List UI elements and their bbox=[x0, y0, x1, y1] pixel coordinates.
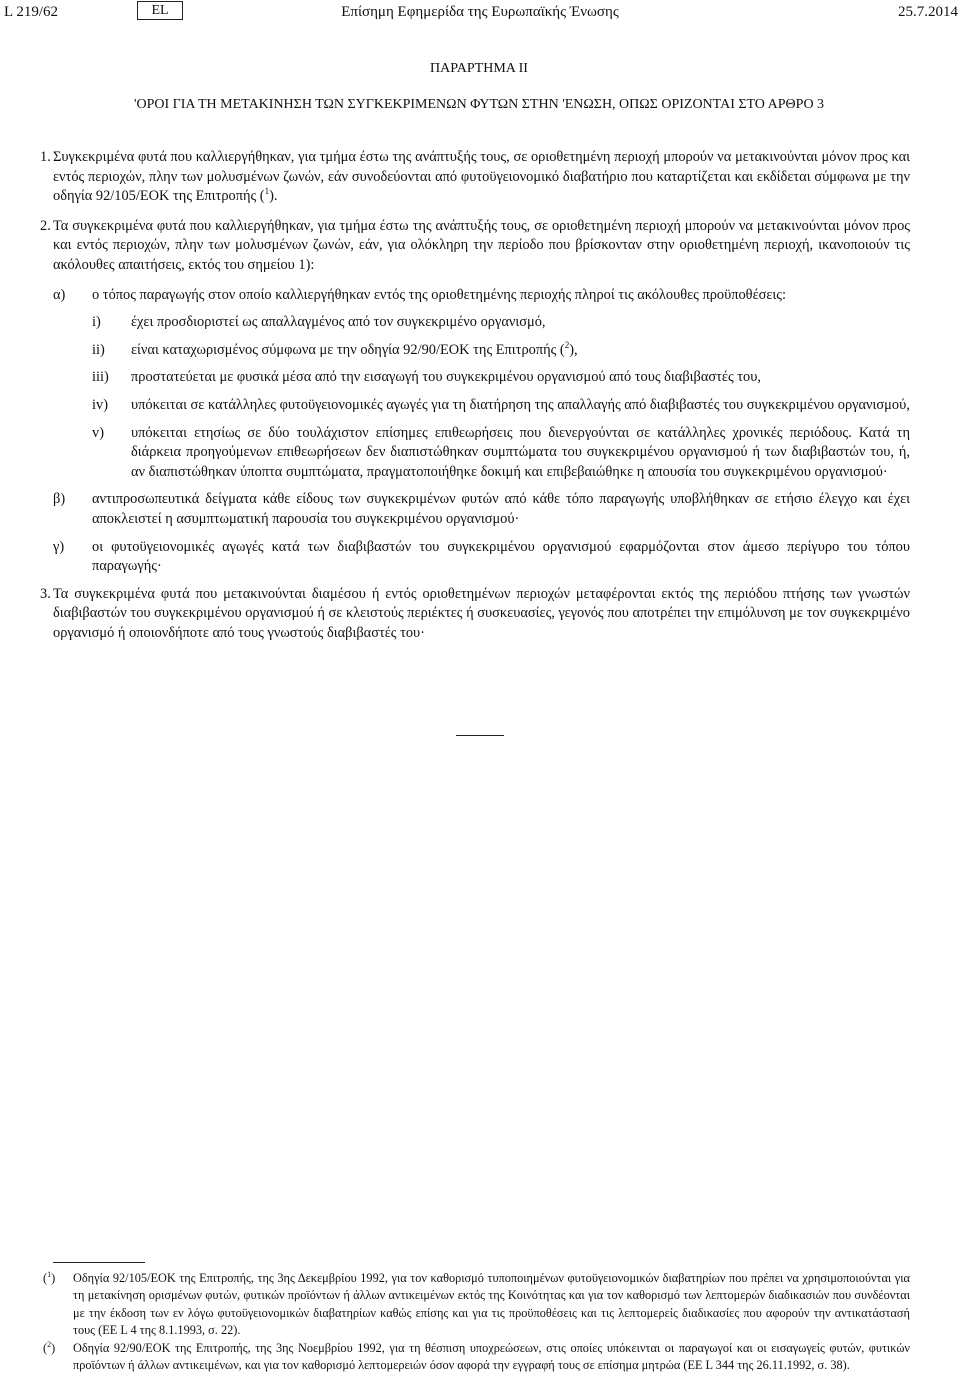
journal-title: Επίσημη Εφημερίδα της Ευρωπαϊκής Ένωσης bbox=[341, 4, 619, 20]
point-c bbox=[53, 538, 910, 577]
subpoint-iv bbox=[92, 396, 910, 416]
point-text: ο τόπος παραγωγής στον οποίο καλλιεργήθηκαν εντός της οριοθετημένης περιοχής πληροί τις ακόλουθες προϋποθέσεις: bbox=[92, 286, 786, 303]
footnote-text: Οδηγία 92/105/ΕΟΚ της Επιτροπής, της 3ης Δεκεμβρίου 1992, για τον καθορισμό τυποποιημένων φυτοϋγειονομικών διαβατηρίων που πρέπει να χρησιμοποιούνται για τη μετακίνηση ορισμένων φυτών, φυτικών προϊόντων ή άλλων αντικειμένων εκτός της Κοινότητας και για τον καθορισμό των λεπτομερών διαδικασιών που συνδέονται με την έκδοση των εν λόγω φυτοϋγειονομικών διαβατηρίων καθώς επίσης και για τις προϋποθέσεις και τις λεπτομερείς διαδικασίες που αφορούν την αντικατάστασή τους (ΕΕ L 4 της 8.1.1993, σ. 22). bbox=[73, 1271, 910, 1337]
paragraph-number: 2. bbox=[40, 217, 51, 234]
page-reference: L 219/62 bbox=[4, 4, 59, 20]
subpoint-text-end: ), bbox=[569, 341, 578, 358]
footnote-text: Οδηγία 92/90/ΕΟΚ της Επιτροπής, της 3ης Νοεμβρίου 1992, για τη θέσπιση υποχρεώσεων, στις οποίες υπόκεινται οι παραγωγοί και οι εισαγωγείς φυτών, φυτικών προϊόντων ή άλλων αντικειμένων, και για τον καθορισμό λεπτομερειών όσον αφορά την εγγραφή τους σε επίσημα μητρώα (ΕΕ L 344 της 26.11.1992, σ. 38). bbox=[73, 1341, 910, 1373]
point-label: β) bbox=[53, 491, 66, 508]
subpoint-text: προστατεύεται με φυσικά μέσα από την εισαγωγή του συγκεκριμένου οργανισμού από τους διαβιβαστές του, bbox=[131, 369, 761, 386]
point-b bbox=[53, 490, 910, 529]
subpoint-label: iv) bbox=[92, 396, 108, 413]
point-text: αντιπροσωπευτικά δείγματα κάθε είδους των συγκεκριμένων φυτών από κάθε τόπο παραγωγής υποβλήθηκαν σε ετήσιο έλεγχο και έχει αποκλειστεί η ασυμπτωματική παρουσία του συγκεκριμένου οργανισμού· bbox=[92, 491, 910, 527]
annex-title: ΠΑΡΑΡΤΗΜΑ II bbox=[430, 61, 528, 76]
subpoint-label: v) bbox=[92, 424, 104, 441]
subpoint-text: έχει προσδιοριστεί ως απαλλαγμένος από τον συγκεκριμένο οργανισμό, bbox=[131, 314, 546, 331]
subpoint-i bbox=[92, 313, 910, 333]
footnote-ref[interactable]: 2 bbox=[564, 339, 570, 350]
point-a bbox=[53, 286, 910, 306]
subpoint-label: i) bbox=[92, 314, 101, 331]
publication-date: 25.7.2014 bbox=[898, 4, 958, 20]
annex-body bbox=[40, 148, 910, 653]
paragraph-text: Τα συγκεκριμένα φυτά που καλλιεργήθηκαν, για τμήμα έστω της ανάπτυξής τους, σε οριοθετημένη περιοχή μπορούν να μετακινούνται μόνον προς και εντός περιοχών, πλην των μολυσμένων ζωνών, εάν, για ολόκληρη την περίοδο που βρίσκονταν στην οριοθετημένη περιοχή, ικανοποιούν τις ακόλουθες απαιτήσεις, εκτός του σημείου 1): bbox=[53, 217, 910, 273]
paragraph-number: 3. bbox=[40, 585, 51, 602]
end-of-annex-rule bbox=[456, 735, 504, 736]
footnotes bbox=[43, 1269, 910, 1376]
subpoint-text: υπόκειται ετησίως σε δύο τουλάχιστον επίσημες επιθεωρήσεις που διενεργούνται σε κατάλληλες χρονικές περιόδους. Κατά τη διάρκεια προηγούμενων επιθεωρήσεων δεν διαπιστώθηκαν συμπτώματα του συγκεκριμένου οργανισμού ή των διαβιβαστών του, ή, αν διαπιστώθηκαν ύποπτα συμπτώματα, πραγματοποιήθηκε δοκιμή και επιβεβαιώθηκε η απουσία του συγκεκριμένου οργανισμού· bbox=[131, 424, 910, 480]
subpoint-text: υπόκειται σε κατάλληλες φυτοϋγειονομικές αγωγές για τη διατήρηση της απαλλαγής από διαβιβαστές του συγκεκριμένου οργανισμού, bbox=[131, 396, 910, 413]
point-label: α) bbox=[53, 286, 66, 303]
footnote-2 bbox=[43, 1340, 910, 1375]
paragraph-text: Τα συγκεκριμένα φυτά που μετακινούνται διαμέσου ή εντός οριοθετημένων περιοχών μεταφέρονται εκτός της περιόδου πτήσης των γνωστών διαβιβαστών του συγκεκριμένου οργανισμού ή σε κλειστούς περιέκτες ή συσκευασίες, γεγονός που αποτρέπει την επιμόλυνση με τον συγκεκριμένο οργανισμό ή οποιονδήποτε από τους γνωστούς διαβιβαστές του· bbox=[53, 585, 910, 641]
footnote-mark: 1 bbox=[47, 1269, 52, 1279]
paragraph-1 bbox=[40, 148, 910, 207]
language-badge: EL bbox=[137, 1, 183, 20]
subpoint-text: είναι καταχωρισμένος σύμφωνα με την οδηγία 92/90/ΕΟΚ της Επιτροπής ( bbox=[131, 341, 565, 358]
annex-subtitle: 'ΟΡΟΙ ΓΙΑ ΤΗ ΜΕΤΑΚΙΝΗΣΗ ΤΩΝ ΣΥΓΚΕΚΡΙΜΕΝΩΝ ΦΥΤΩΝ ΣΤΗΝ 'ΕΝΩΣΗ, ΟΠΩΣ ΟΡΙΖΟΝΤΑΙ ΣΤΟ ΑΡΘΡΟ 3 bbox=[133, 97, 825, 112]
paragraph-2 bbox=[40, 217, 910, 276]
footnote-mark: 2 bbox=[47, 1340, 52, 1350]
paragraph-text: Συγκεκριμένα φυτά που καλλιεργήθηκαν, για τμήμα έστω της ανάπτυξής τους, σε οριοθετημένη περιοχή μπορούν να μετακινούνται μόνον προς και εντός περιοχών, πλην των μολυσμένων ζωνών, εάν συνοδεύονται από φυτοϋγειονομικό διαβατήριο που καταρτίζεται και εκδίδεται σύμφωνα με την οδηγία 92/105/ΕΟΚ της Επιτροπής ( bbox=[53, 149, 910, 205]
footnote-1 bbox=[43, 1269, 910, 1339]
footnote-separator bbox=[53, 1262, 145, 1263]
paragraph-3 bbox=[40, 585, 910, 644]
paragraph-text-end: ). bbox=[269, 188, 278, 205]
point-label: γ) bbox=[53, 538, 65, 555]
subpoint-v bbox=[92, 424, 910, 483]
subpoint-iii bbox=[92, 368, 910, 388]
subpoint-ii bbox=[92, 341, 910, 361]
point-text: οι φυτοϋγειονομικές αγωγές κατά των διαβιβαστών του συγκεκριμένου οργανισμού εφαρμόζονται στον άμεσο περίγυρο του τόπου παραγωγής· bbox=[92, 538, 910, 575]
footnote-marker: ($^2$) bbox=[43, 1340, 56, 1356]
footnote-marker: ($^1$) bbox=[43, 1269, 56, 1285]
footnote-ref[interactable]: 1 bbox=[264, 186, 270, 197]
paragraph-number: 1. bbox=[40, 149, 51, 165]
subpoint-label: iii) bbox=[92, 369, 109, 386]
subpoint-label: ii) bbox=[92, 341, 105, 358]
